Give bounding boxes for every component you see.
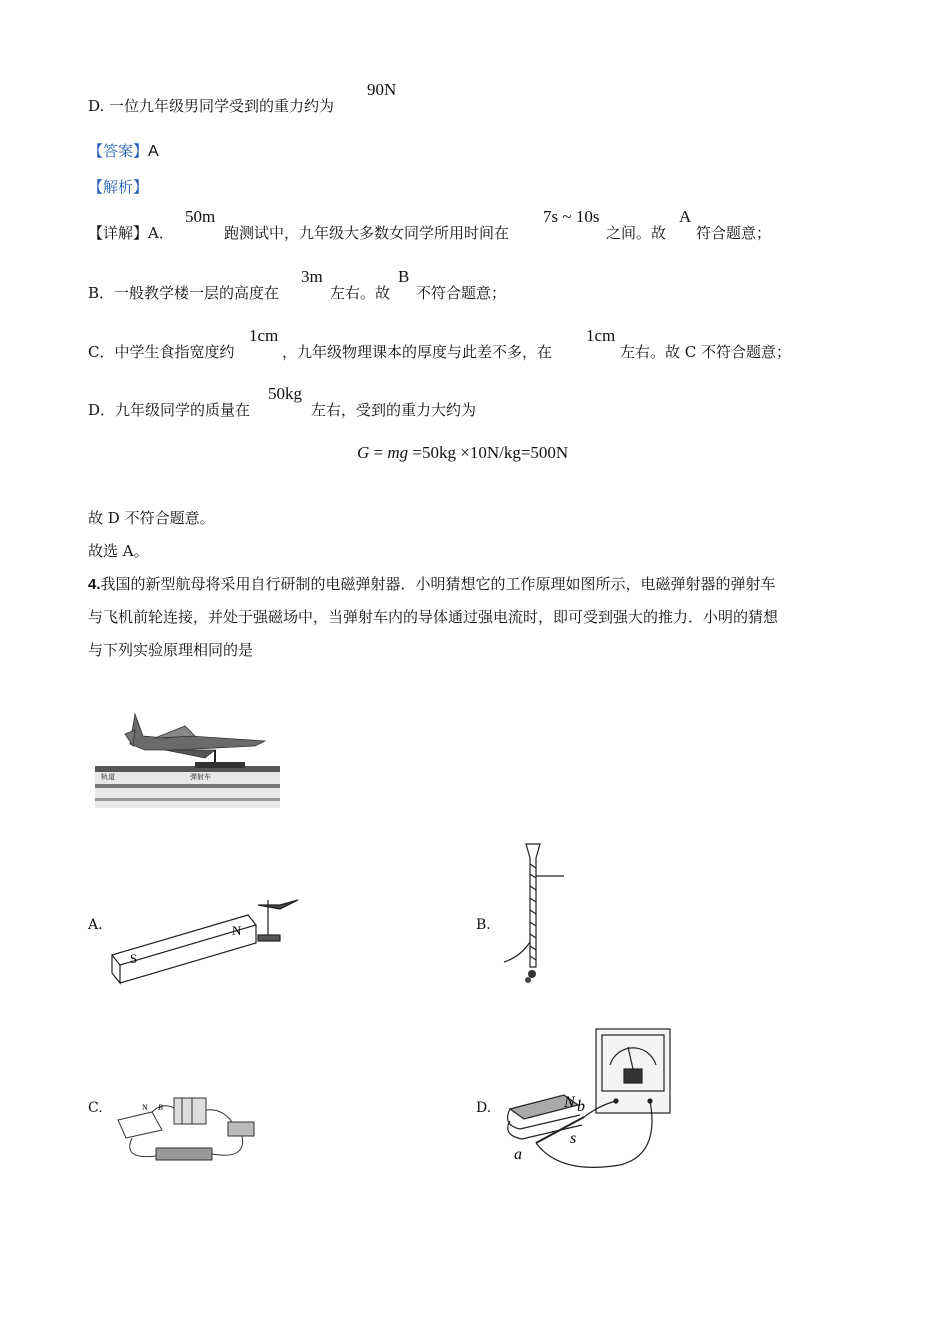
option-d-s: s	[570, 1130, 577, 1147]
detail-line-4-t1: 左右，受到的重力大约为	[311, 401, 477, 419]
detail-line-1-v1: 50m	[185, 207, 216, 226]
detail-line-1-t3: 符合题意；	[696, 224, 772, 242]
detail-line-3-v1: 1cm	[249, 326, 279, 345]
detail-line-4-prefix: D．九年级同学的质量在	[88, 401, 251, 419]
detail-line-3-t1: ，九年级物理课本的厚度与此差不多，在	[282, 343, 553, 361]
formula-rhs: =50kg ×10N/kg=500N	[412, 443, 569, 462]
option-d-n: N	[564, 1094, 575, 1111]
detail-line-1-v2: 7s ~ 10s	[543, 207, 600, 226]
answer-value: A	[148, 143, 159, 160]
detail-line-2-prefix: B．一般教学楼一层的高度在	[88, 284, 280, 302]
detail-line-3-t2: 左右。故 C 不符合题意；	[620, 343, 792, 361]
question-line-3: 与下列实验原理相同的是	[88, 641, 254, 659]
question-4	[88, 568, 878, 667]
analysis-label: 【解析】	[88, 178, 149, 196]
detail-line-2-t2: 不符合题意；	[416, 284, 507, 302]
track-label: 轨道	[101, 773, 115, 781]
detail-line-1-t1: 跑测试中，九年级大多数女同学所用时间在	[224, 224, 510, 242]
question-line-1: 我国的新型航母将采用自行研制的电磁弹射器．小明猜想它的工作原理如图所示，电磁弹射器的弹射车	[100, 575, 776, 593]
option-a-label: A.	[88, 917, 103, 933]
question-number: 4.	[88, 576, 101, 593]
cart-label: 弹射车	[190, 773, 211, 781]
option-a-figure-bar-magnet	[108, 895, 308, 990]
detail-line-2-v2: B	[398, 267, 410, 286]
option-d-a: a	[514, 1146, 522, 1163]
detail-line-3-v2: 1cm	[586, 326, 616, 345]
detail-line-1-t2: 之间。故	[606, 224, 667, 242]
option-b-label: B.	[476, 917, 491, 933]
option-d-b: b	[577, 1098, 585, 1115]
option-c-label: C.	[88, 1100, 103, 1116]
conclusion-1: 故 D 不符合题意。	[88, 509, 215, 527]
conclusion-2: 故选 A。	[88, 542, 149, 560]
option-b-figure-electromagnet	[500, 842, 570, 987]
answer-label: 【答案】	[88, 142, 149, 160]
detail-line-2-t1: 左右。故	[330, 284, 391, 302]
option-c-b: B	[158, 1103, 163, 1112]
catapult-figure	[95, 706, 280, 808]
option-d-value: 90N	[367, 80, 397, 99]
detail-line-4-v1: 50kg	[268, 384, 302, 403]
option-a-s: S	[130, 951, 138, 966]
detail-line-1-v3: A	[679, 207, 692, 226]
option-d-text: D. 一位九年级男同学受到的重力约为	[88, 97, 335, 115]
formula-eq: =	[373, 443, 384, 462]
detail-line-3-prefix: C．中学生食指宽度约	[88, 343, 235, 361]
detail-label: 【详解】	[88, 224, 149, 242]
option-c-n: N	[142, 1103, 148, 1112]
option-c-figure-circuit	[112, 1090, 262, 1170]
option-d-label: D.	[476, 1100, 492, 1116]
option-a-n: N	[232, 923, 242, 938]
option-d-figure-galvanometer	[500, 1025, 680, 1175]
formula	[357, 443, 568, 463]
formula-lhs: G	[357, 443, 370, 462]
question-line-2: 与飞机前轮连接，并处于强磁场中，当弹射车内的导体通过强电流时，即可受到强大的推力．小明的猜想	[88, 608, 779, 626]
detail-line-2-v1: 3m	[301, 267, 323, 286]
answer-row	[88, 140, 159, 161]
detail-line-1-prefix: A．	[148, 224, 174, 242]
formula-mg: mg	[387, 443, 409, 462]
detail-line-1	[88, 222, 174, 243]
